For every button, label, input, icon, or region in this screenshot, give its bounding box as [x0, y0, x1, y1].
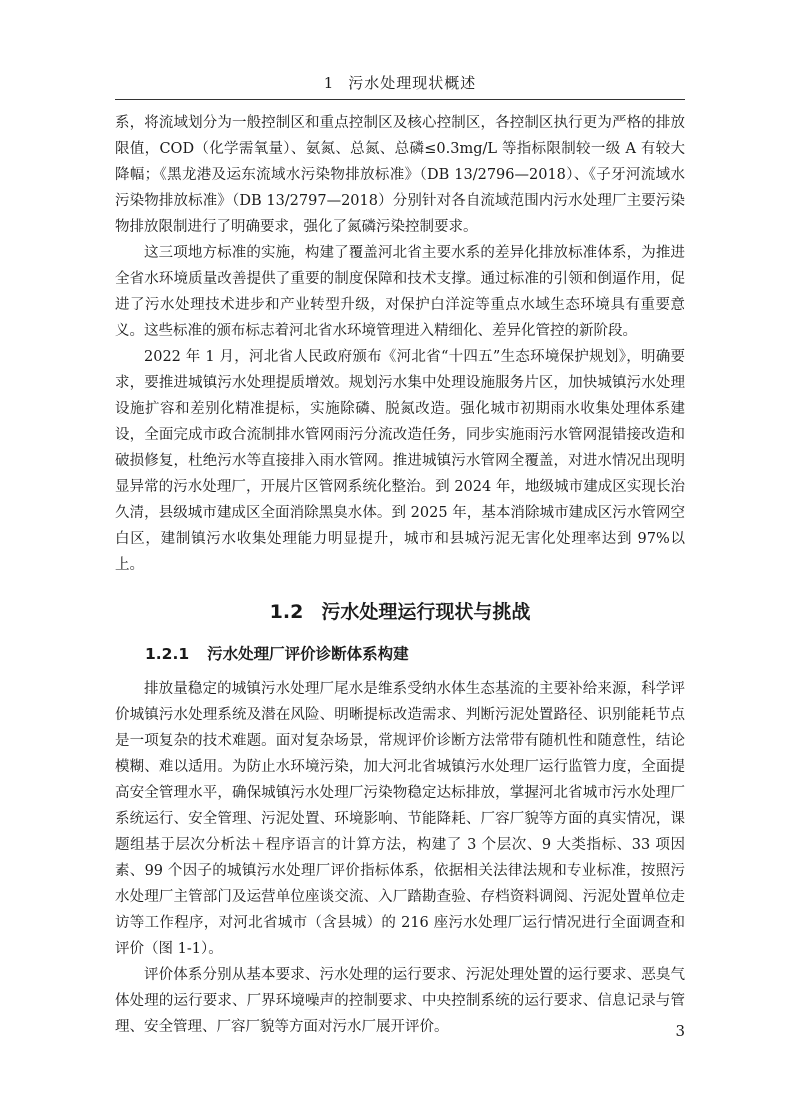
subsection-heading	[115, 642, 685, 666]
subsection-title: 污水处理厂评价诊断体系构建	[207, 645, 409, 663]
chapter-title: 污水处理现状概述	[348, 74, 477, 92]
paragraph: 系，将流域划分为一般控制区和重点控制区及核心控制区，各控制区执行更为严格的排放限值，COD（化学需氧量）、氨氮、总氮、总磷≤0.3mg/L 等指标限制较一级 A 有较大降幅；《黑龙港及运东流域水污染物排放标准》（DB 13/2796—2018）、《子牙河流域水污染物排放标准》（DB 13/2797—2018）分别针对各自流域范围内污水处理厂主要污染物排放限制进行了明确要求，强化了氮磷污染控制要求。	[115, 115, 685, 235]
chapter-number: 1	[323, 74, 335, 92]
page-body	[115, 110, 685, 1040]
paragraph: 2022 年 1 月，河北省人民政府颁布《河北省“十四五”生态环境保护规划》，明确要求，要推进城镇污水处理提质增效。规划污水集中处理设施服务片区，加快城镇污水处理设施扩容和差别化精准提标，实施除磷、脱氮改造。强化城市初期雨水收集处理体系建设，全面完成市政合流制排水管网雨污分流改造任务，同步实施雨污水管网混错接改造和破损修复，杜绝污水等直接排入雨水管网。推进城镇污水管网全覆盖，对进水情况出现明显异常的污水处理厂，开展片区管网系统化整治。到 2024 年，地级城市建成区实现长治久清，县级城市建成区全面消除黑臭水体。到 2025 年，基本消除城市建成区污水管网空白区，建制镇污水收集处理能力明显提升，城市和县城污泥无害化处理率达到 97%以上。	[115, 349, 685, 573]
section-number: 1.2	[269, 601, 304, 623]
running-header	[115, 72, 685, 93]
paragraph: 排放量稳定的城镇污水处理厂尾水是维系受纳水体生态基流的主要补给来源，科学评价城镇污水处理系统及潜在风险、明晰提标改造需求、判断污泥处置路径、识别能耗节点是一项复杂的技术难题。面对复杂场景，常规评价诊断方法常带有随机性和随意性，结论模糊、难以适用。为防止水环境污染，加大河北省城镇污水处理厂运行监管力度，全面提高安全管理水平，确保城镇污水处理厂污染物稳定达标排放，掌握河北省城市污水处理厂系统运行、安全管理、污泥处置、环境影响、节能降耗、厂容厂貌等方面的真实情况，课题组基于层次分析法＋程序语言的计算方法，构建了 3 个层次、9 大类指标、33 项因素、99 个因子的城镇污水处理厂评价指标体系，依据相关法律法规和专业标准，按照污水处理厂主管部门及运营单位座谈交流、入厂踏勘查验、存档资料调阅、污泥处置单位走访等工作程序，对河北省城市（含县城）的 216 座污水处理厂运行情况进行全面调查和评价（图 1-1）。	[115, 681, 685, 957]
subsection-number: 1.2.1	[145, 645, 190, 663]
header-rule	[115, 99, 685, 100]
page-number: 3	[675, 1022, 685, 1040]
paragraph: 这三项地方标准的实施，构建了覆盖河北省主要水系的差异化排放标准体系，为推进全省水环境质量改善提供了重要的制度保障和技术支撑。通过标准的引领和倒逼作用，促进了污水处理技术进步和产业转型升级，对保护白洋淀等重点水域生态环境具有重要意义。这些标准的颁布标志着河北省水环境管理进入精细化、差异化管控的新阶段。	[115, 245, 685, 339]
section-title: 污水处理运行现状与挑战	[321, 601, 531, 623]
section-heading	[115, 598, 685, 626]
paragraph: 评价体系分别从基本要求、污水处理的运行要求、污泥处理处置的运行要求、恶臭气体处理的运行要求、厂界环境噪声的控制要求、中央控制系统的运行要求、信息记录与管理、安全管理、厂容厂貌等方面对污水厂展开评价。	[115, 967, 685, 1035]
